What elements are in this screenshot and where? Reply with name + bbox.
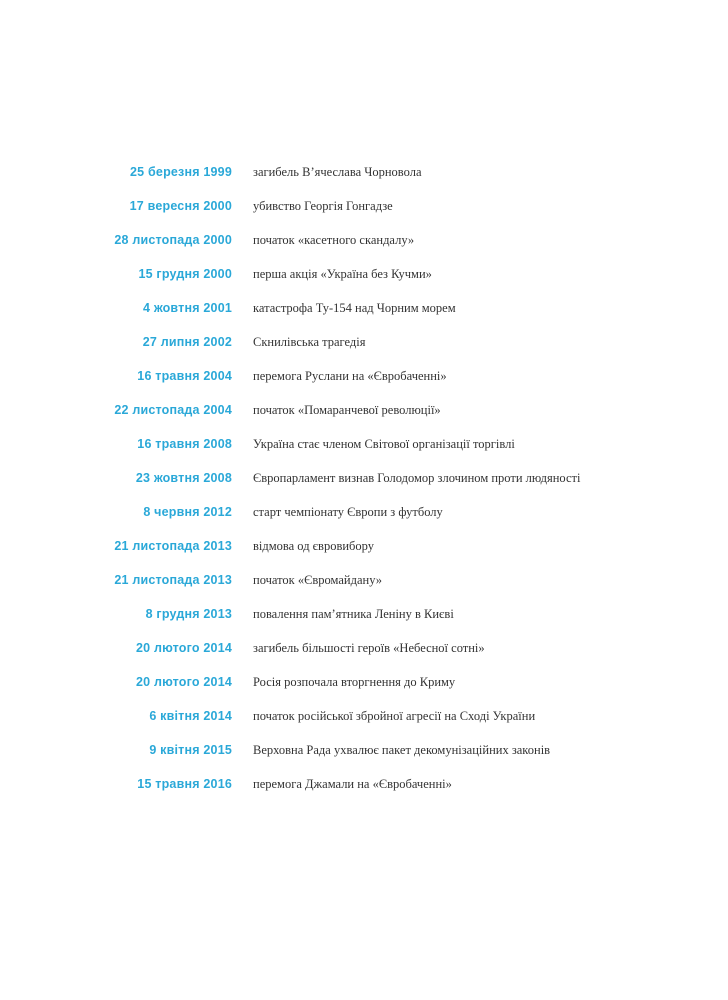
event-description: початок російської збройної агресії на Сході України [253,709,536,723]
event-description: Росія розпочала вторгнення до Криму [253,675,456,689]
event-description: Скнилівська трагедія [253,335,366,349]
event-description: катастрофа Ту-154 над Чорним морем [253,301,456,315]
event-date: 8 грудня 2013 [145,607,232,621]
timeline-row [0,706,728,740]
timeline-row [0,638,728,672]
event-date: 17 вересня 2000 [129,199,232,213]
event-date: 8 червня 2012 [143,505,232,519]
timeline-row [0,604,728,638]
timeline-row [0,366,728,400]
event-date: 20 лютого 2014 [135,675,232,689]
event-date: 20 лютого 2014 [135,641,232,655]
event-date: 9 квітня 2015 [149,743,232,757]
timeline-list [0,162,728,808]
timeline-row [0,468,728,502]
timeline-row [0,570,728,604]
event-date: 4 жовтня 2001 [143,301,232,315]
event-description: Верховна Рада ухвалює пакет декомунізаційних законів [253,743,551,757]
event-date: 21 листопада 2013 [114,539,232,553]
timeline-row [0,162,728,196]
timeline-row [0,740,728,774]
event-date: 16 травня 2008 [137,437,232,451]
event-description: загибель В’ячеслава Чорновола [253,165,422,179]
event-date: 27 липня 2002 [142,335,232,349]
event-description: початок «касетного скандалу» [253,233,415,247]
timeline-row [0,400,728,434]
event-date: 21 листопада 2013 [114,573,232,587]
event-description: початок «Помаранчевої революції» [253,403,441,417]
timeline-row [0,536,728,570]
event-date: 6 квітня 2014 [149,709,232,723]
event-date: 16 травня 2004 [137,369,232,383]
event-description: повалення пам’ятника Леніну в Києві [253,607,454,621]
timeline-row [0,332,728,366]
timeline-row [0,230,728,264]
event-description: початок «Євромайдану» [253,573,383,587]
timeline-row [0,196,728,230]
event-date: 25 березня 1999 [130,165,232,179]
event-description: перша акція «Україна без Кучми» [253,267,432,281]
event-description: перемога Руслани на «Євробаченні» [253,369,447,383]
event-description: убивство Георгія Гонгадзе [253,199,393,213]
timeline-row [0,434,728,468]
event-description: старт чемпіонату Європи з футболу [253,505,443,519]
event-description: відмова од євровибору [253,539,374,553]
event-description: Європарламент визнав Голодомор злочином проти людяності [253,471,581,485]
event-date: 15 грудня 2000 [138,267,232,281]
timeline-row [0,264,728,298]
event-description: перемога Джамали на «Євробаченні» [253,777,452,791]
event-date: 23 жовтня 2008 [135,471,232,485]
event-description: Україна стає членом Світової організації торгівлі [253,437,515,451]
event-date: 15 травня 2016 [137,777,232,791]
timeline-row [0,502,728,536]
timeline-row [0,672,728,706]
event-date: 22 листопада 2004 [114,403,232,417]
timeline-row [0,774,728,808]
event-date: 28 листопада 2000 [114,233,232,247]
timeline-row [0,298,728,332]
event-description: загибель більшості героїв «Небесної сотні» [253,641,485,655]
